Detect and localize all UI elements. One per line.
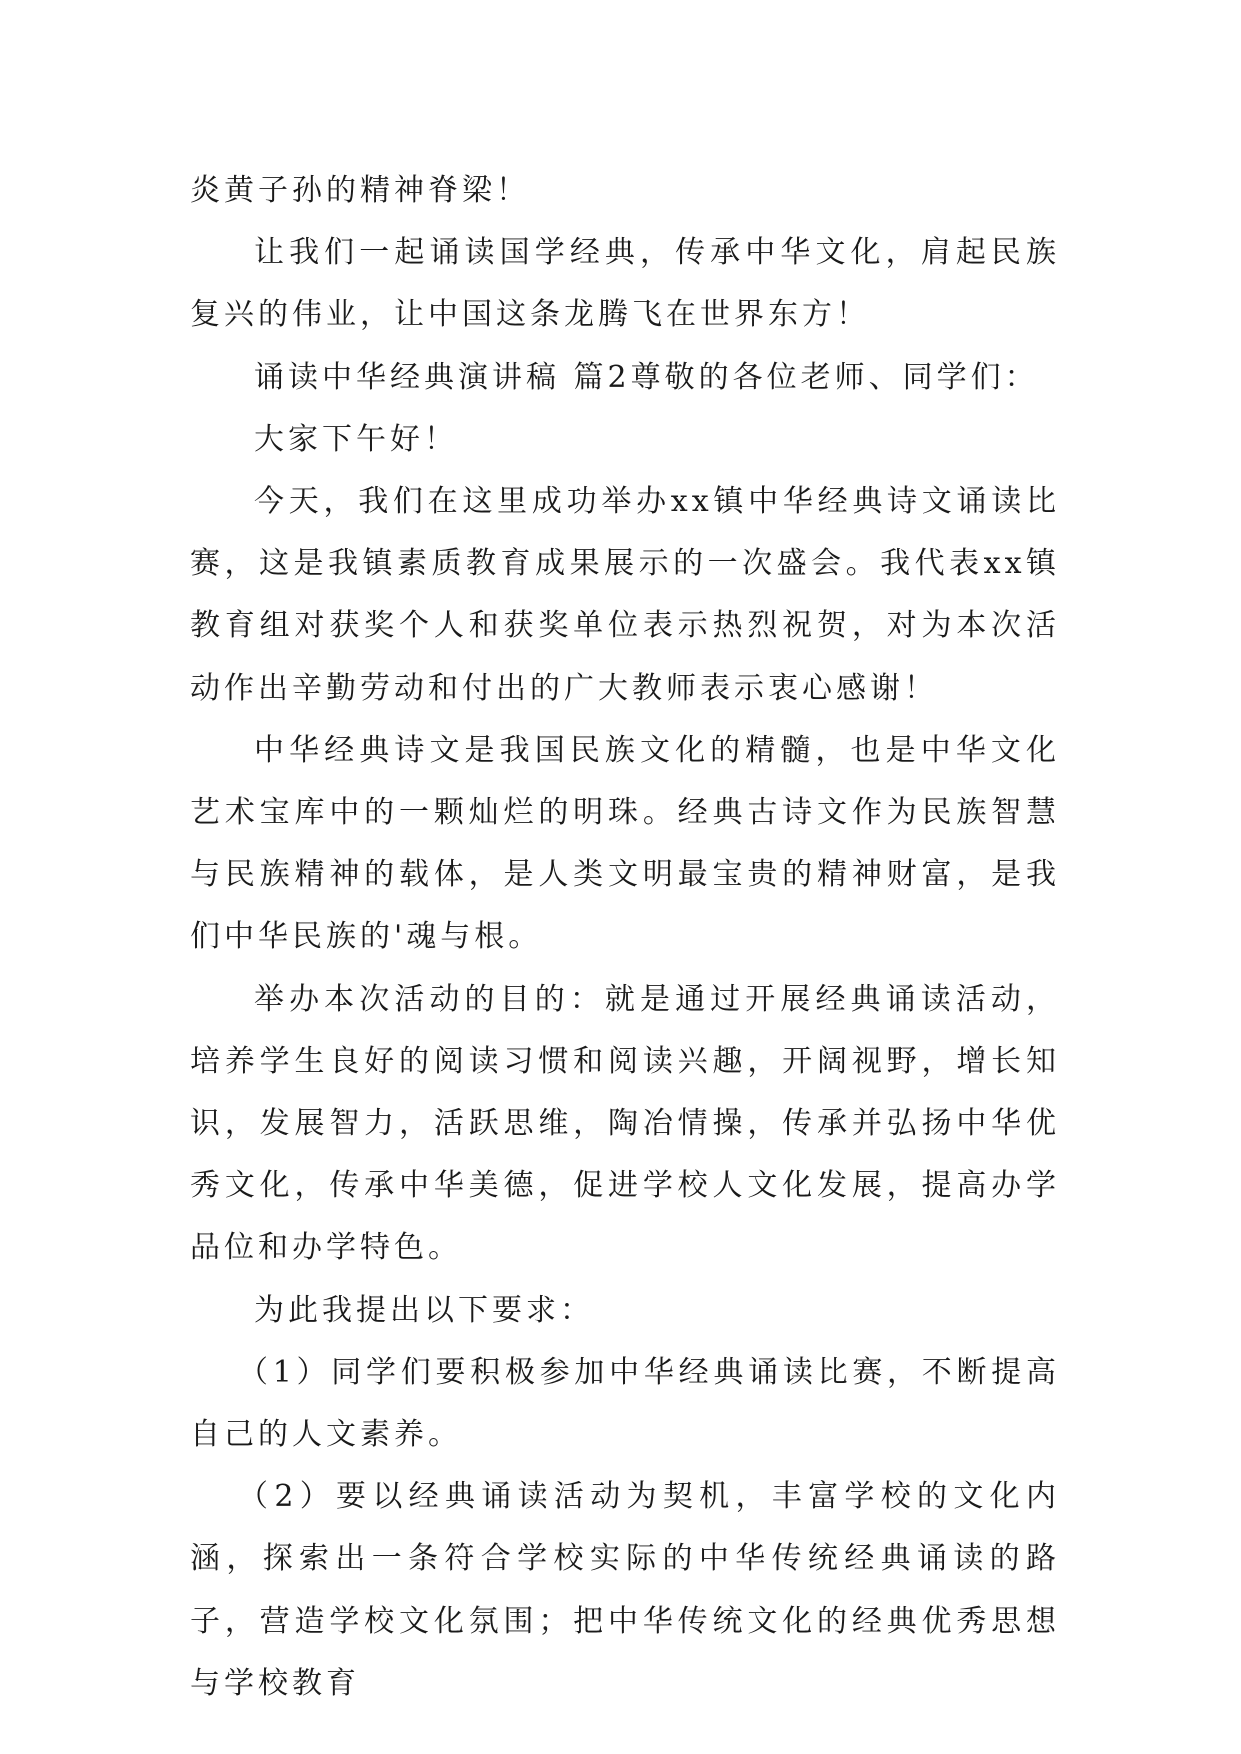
paragraph-today: 今天，我们在这里成功举办xx镇中华经典诗文诵读比赛，这是我镇素质教育成果展示的一次盛会。我代表xx镇教育组对获奖个人和获奖单位表示热烈祝贺，对为本次活动作出辛勤劳动和付出的广大教师表示衷心感谢！ [190, 484, 1060, 706]
greeting: 大家下午好！ [254, 421, 458, 457]
paragraph-classics: 中华经典诗文是我国民族文化的精髓，也是中华文化艺术宝库中的一颗灿烂的明珠。经典古诗文作为民族智慧与民族精神的载体，是人类文明最宝贵的精神财富，是我们中华民族的'魂与根。 [190, 732, 1060, 955]
paragraph-requirements-intro: 为此我提出以下要求： [254, 1292, 594, 1328]
speech-heading: 诵读中华经典演讲稿 篇2尊敬的各位老师、同学们： [254, 359, 1039, 395]
paragraph-closing-call: 让我们一起诵读国学经典，传承中华文化，肩起民族复兴的伟业，让中国这条龙腾飞在世界东方！ [190, 235, 1060, 333]
requirement-item-1: （1）同学们要积极参加中华经典诵读比赛，不断提高自己的人文素养。 [190, 1354, 1060, 1453]
paragraph-continuation: 炎黄子孙的精神脊梁！ [190, 173, 530, 208]
document-body [190, 160, 1060, 1715]
requirement-item-2: （2）要以经典诵读活动为契机，丰富学校的文化内涵，探索出一条符合学校实际的中华传统经典诵读的路子，营造学校文化氛围；把中华传统文化的经典优秀思想与学校教育 [190, 1479, 1060, 1701]
paragraph-purpose: 举办本次活动的目的：就是通过开展经典诵读活动，培养学生良好的阅读习惯和阅读兴趣，开阔视野，增长知识，发展智力，活跃思维，陶冶情操，传承并弘扬中华优秀文化，传承中华美德，促进学校人文化发展，提高办学品位和办学特色。 [190, 981, 1060, 1266]
